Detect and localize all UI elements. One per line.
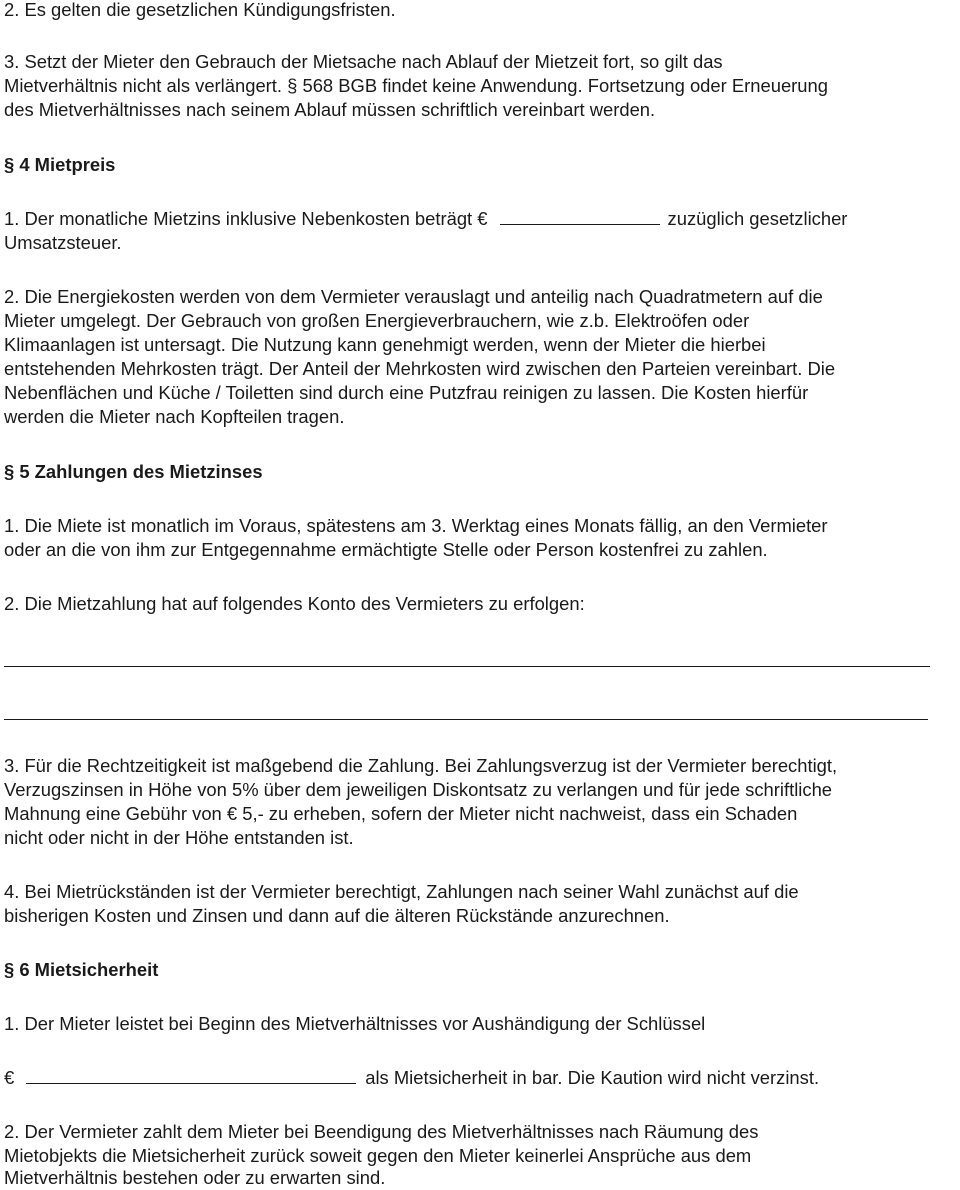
- deposit-amount-suffix: als Mietsicherheit in bar. Die Kaution wird nicht verzinst.: [365, 1067, 820, 1088]
- energy-costs-line: Nebenflächen und Küche / Toiletten sind durch eine Putzfrau reinigen zu lassen. Die Kosten hierfür: [4, 382, 809, 403]
- energy-costs-line: Mieter umgelegt. Der Gebrauch von großen Energieverbrauchern, wie z.b. Elektroöfen oder: [4, 310, 750, 331]
- rent-amount-suffix: zuzüglich gesetzlicher: [667, 208, 848, 229]
- late-payment-line: Verzugszinsen in Höhe von 5% über dem jeweiligen Diskontsatz zu verlangen und für jede schriftliche: [4, 779, 833, 800]
- payment-due-line: oder an die von ihm zur Entgegennahme ermächtigte Stelle oder Person kostenfrei zu zahlen.: [4, 539, 768, 560]
- bank-account-blank-1[interactable]: [4, 666, 930, 667]
- late-payment-line: 3. Für die Rechtzeitigkeit ist maßgebend die Zahlung. Bei Zahlungsverzug ist der Vermieter berechtigt,: [4, 755, 838, 776]
- section-heading-mietpreis: § 4 Mietpreis: [4, 154, 116, 175]
- deposit-return-line: Mietobjekts die Mietsicherheit zurück soweit gegen den Mieter keinerlei Ansprüche aus dem: [4, 1145, 752, 1166]
- rent-amount-blank[interactable]: [500, 210, 660, 225]
- payment-due-line: 1. Die Miete ist monatlich im Voraus, spätestens am 3. Werktag eines Monats fällig, an den Vermieter: [4, 515, 828, 536]
- energy-costs-line: 2. Die Energiekosten werden von dem Vermieter verauslagt und anteilig nach Quadratmetern auf die: [4, 286, 823, 307]
- energy-costs-line: Klimaanlagen ist untersagt. Die Nutzung kann genehmigt werden, wenn der Mieter die hierbei: [4, 334, 766, 355]
- s3-line: 3. Setzt der Mieter den Gebrauch der Mietsache nach Ablauf der Mietzeit fort, so gilt das: [4, 51, 723, 72]
- bank-account-blank-2[interactable]: [4, 719, 928, 720]
- deposit-amount-blank[interactable]: [26, 1069, 356, 1084]
- late-payment-line: Mahnung eine Gebühr von € 5,- zu erheben, sofern der Mieter nicht nachweist, dass ein Schaden: [4, 803, 798, 824]
- rent-amount-prefix: 1. Der monatliche Mietzins inklusive Nebenkosten beträgt €: [4, 208, 488, 229]
- section-heading-mietsicherheit: § 6 Mietsicherheit: [4, 959, 159, 980]
- rent-amount-line: [4, 207, 847, 231]
- late-payment-line: nicht oder nicht in der Höhe entstanden ist.: [4, 827, 354, 848]
- arrears-line: bisherigen Kosten und Zinsen und dann auf die älteren Rückstände anzurechnen.: [4, 905, 670, 926]
- deposit-intro: 1. Der Mieter leistet bei Beginn des Mietverhältnisses vor Aushändigung der Schlüssel: [4, 1013, 706, 1034]
- deposit-return-line: 2. Der Vermieter zahlt dem Mieter bei Beendigung des Mietverhältnisses nach Räumung des: [4, 1121, 759, 1142]
- deposit-return-line: Mietverhältnis bestehen oder zu erwarten sind.: [4, 1167, 386, 1188]
- s3-line: 2. Es gelten die gesetzlichen Kündigungsfristen.: [4, 0, 396, 20]
- deposit-amount-line: [4, 1066, 819, 1090]
- euro-sign: €: [4, 1067, 15, 1088]
- rent-amount-line2: Umsatzsteuer.: [4, 232, 122, 253]
- bank-account-label: 2. Die Mietzahlung hat auf folgendes Konto des Vermieters zu erfolgen:: [4, 593, 585, 614]
- s3-line: Mietverhältnis nicht als verlängert. § 568 BGB findet keine Anwendung. Fortsetzung oder Erneuerung: [4, 75, 828, 96]
- energy-costs-line: werden die Mieter nach Kopfteilen tragen.: [4, 406, 345, 427]
- s3-line: des Mietverhältnisses nach seinem Ablauf müssen schriftlich vereinbart werden.: [4, 99, 656, 120]
- section-heading-zahlungen: § 5 Zahlungen des Mietzinses: [4, 461, 263, 482]
- arrears-line: 4. Bei Mietrückständen ist der Vermieter berechtigt, Zahlungen nach seiner Wahl zunächst auf die: [4, 881, 799, 902]
- energy-costs-line: entstehenden Mehrkosten trägt. Der Anteil der Mehrkosten wird zwischen den Parteien vereinbart. Die: [4, 358, 836, 379]
